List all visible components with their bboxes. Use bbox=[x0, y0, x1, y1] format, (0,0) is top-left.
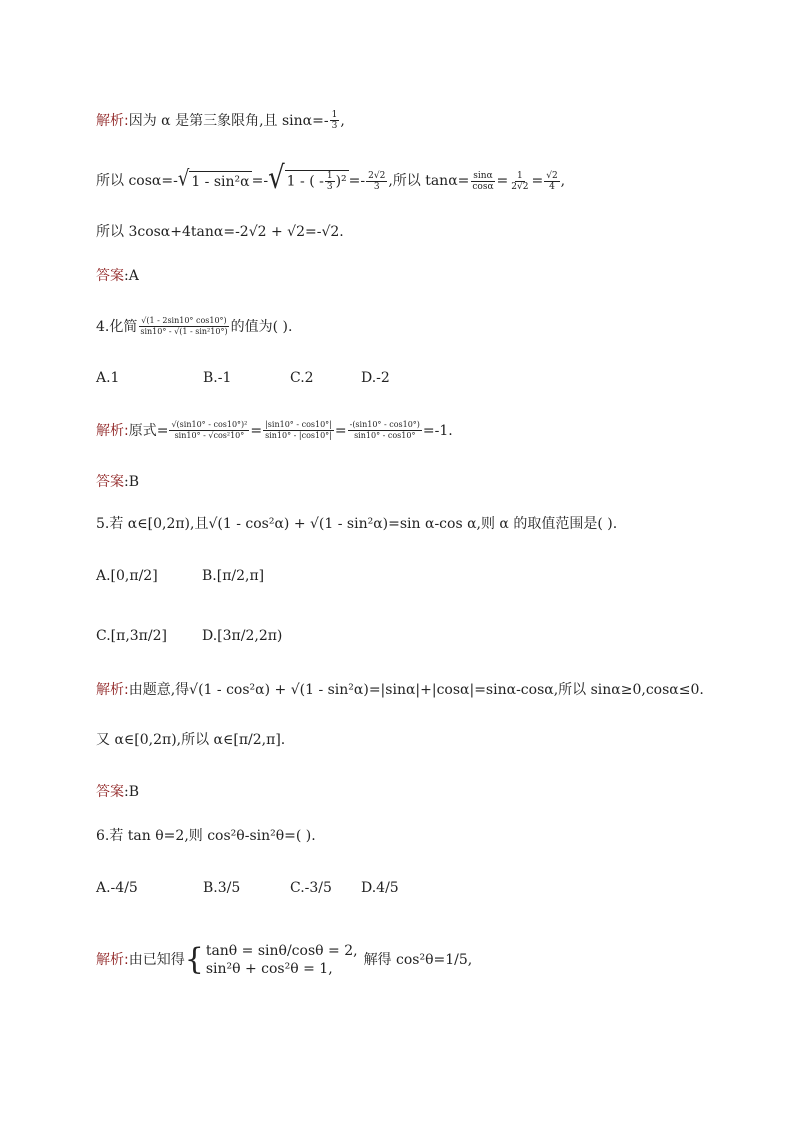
q4-stem: 4.化简 $\frac{√(1 - 2\sin 10^\circ \cos 10^\circ)}{\text{sin10° - √(1 - sin²10°)}}$ 的值为( ). bbox=[96, 316, 293, 336]
answer-tag: 答案 bbox=[96, 268, 124, 284]
q3-analysis-line3: 所以 3cosα+4tanα=-2√2 + √2=-√2. bbox=[96, 224, 344, 240]
left-brace-icon: { bbox=[184, 942, 204, 977]
option-d: D.[3π/2,2π) bbox=[202, 628, 283, 644]
q5-options-row2 bbox=[96, 626, 282, 646]
fraction: $\frac{√(1 - 2\sin 10^\circ \cos 10^\circ)}{\text{sin10° - √(1 - sin²10°)}}$ bbox=[140, 316, 228, 336]
q5-analysis-line1: 解析 : 由题意,得√(1 - cos²α) + √(1 - sin²α)=|sinα|+|cosα|=sinα-cosα,所以 sinα≥0,cosα≤0. bbox=[96, 682, 704, 698]
q3-analysis-text: 因为 α 是第三象限角,且 sinα=- bbox=[128, 112, 329, 129]
fraction: $\frac{1}{3}$ bbox=[331, 110, 338, 131]
option-b: B.-1 bbox=[203, 370, 232, 386]
q4-answer: 答案 :B bbox=[96, 474, 140, 490]
option-b: B.[π/2,π] bbox=[202, 568, 265, 584]
option-c: C.-3/5 bbox=[290, 880, 332, 896]
sqrt-expr: √ 1 - ( - $\frac{1}{3}$ )² bbox=[268, 160, 347, 197]
analysis-tag: 解析 bbox=[96, 682, 124, 698]
option-a: A.-4/5 bbox=[96, 880, 138, 896]
sqrt-expr: √ 1 - sin²α bbox=[177, 166, 250, 192]
option-d: D.4/5 bbox=[361, 880, 399, 896]
q4-analysis: 解析 : 原式= $\frac{\text{√(sin10° - cos10°)²}}{\text{sin10° - √cos²10°}}$ = $\frac{|\sin 10^\circ - \cos 10^\circ|}{\sin 10^\circ - |\cos 10^\circ|}$ = $\frac{-(\sin 10^\circ - \cos 10^\circ)}{\sin 10^\circ - \cos 10^\circ}$ =-1. bbox=[96, 420, 453, 440]
option-a: A.[0,π/2] bbox=[96, 568, 158, 584]
option-c: C.[π,3π/2] bbox=[96, 628, 167, 644]
analysis-tag: 解析 bbox=[96, 952, 124, 968]
option-c: C.2 bbox=[290, 370, 314, 386]
option-a: A.1 bbox=[96, 370, 120, 386]
q5-answer: 答案 :B bbox=[96, 784, 140, 800]
option-b: B.3/5 bbox=[203, 880, 241, 896]
option-d: D.-2 bbox=[361, 370, 390, 386]
q3-analysis-line2: 所以 cosα=- √ 1 - sin²α =- √ 1 - ( - $\frac{1}{3}$ )² =- $\frac{2√2}{3}$ ,所以 tanα= $\frac{\sin\alpha}{\cos\alpha}$ = $\frac{1}{2√2}$ = $\frac{√2}{4}$ , bbox=[96, 160, 566, 197]
equation-system: tanθ = sinθ/cosθ = 2, sin²θ + cos²θ = 1, bbox=[205, 943, 358, 977]
analysis-tag: 解析 bbox=[96, 422, 124, 439]
q5-analysis-line2: 又 α∈[0,2π),所以 α∈[π/2,π]. bbox=[96, 732, 286, 748]
q3-answer: 答案 :A bbox=[96, 268, 139, 284]
q4-options bbox=[96, 368, 390, 388]
q6-stem: 6.若 tan θ=2,则 cos²θ-sin²θ=( ). bbox=[96, 828, 316, 844]
q6-analysis: 解析 : 由已知得 { tanθ = sinθ/cosθ = 2, sin²θ + cos²θ = 1, 解得 cos²θ=1/5, bbox=[96, 942, 473, 977]
q6-options bbox=[96, 878, 399, 898]
answer-tag: 答案 bbox=[96, 474, 124, 490]
q3-analysis-line1: 解析 : 因为 α 是第三象限角,且 sinα=- $\frac{1}{3}$ , bbox=[96, 110, 345, 131]
analysis-tag: 解析 bbox=[96, 112, 124, 129]
q5-stem: 5.若 α∈[0,2π),且√(1 - cos²α) + √(1 - sin²α)=sin α-cos α,则 α 的取值范围是( ). bbox=[96, 516, 618, 532]
answer-tag: 答案 bbox=[96, 784, 124, 800]
q5-options-row1 bbox=[96, 566, 264, 586]
